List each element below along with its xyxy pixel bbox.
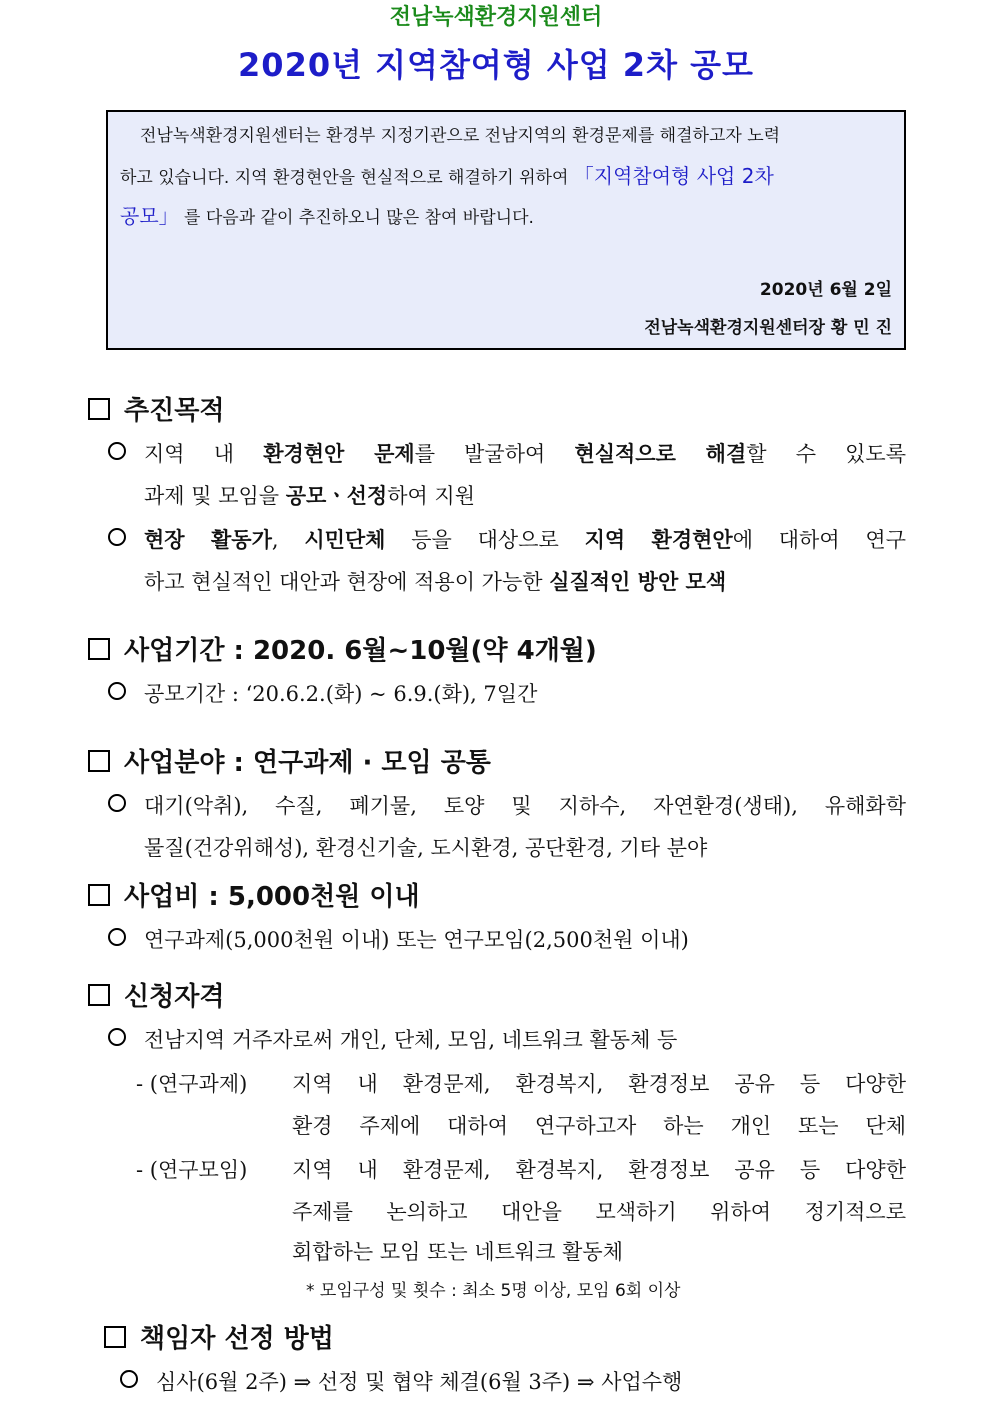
circle-bullet-icon	[120, 1370, 138, 1388]
page-title: 2020년 지역참여형 사업 2차 공모	[238, 46, 754, 84]
circle-bullet-icon	[108, 794, 126, 812]
eligibility-research-line-1: 지역 내 환경문제, 환경복지, 환경정보 공유 등 다양한	[292, 1072, 906, 1096]
field-bullet: 대기(악취), 수질, 폐기물, 토양 및 지하수, 자연환경(생태), 유해화학	[108, 792, 906, 820]
section-heading-selection: 책임자 선정 방법	[104, 1318, 334, 1355]
eligibility-group-label: - (연구모임)	[136, 1158, 248, 1182]
intro-highlight-2: 공모」	[120, 204, 179, 228]
intro-box	[106, 110, 906, 350]
eligibility-bullet: 전남지역 거주자로써 개인, 단체, 모임, 네트워크 활동체 등	[108, 1026, 677, 1054]
purpose-bullet-1-cont: 과제 및 모임을 공모ㆍ선정하여 지원	[144, 484, 476, 508]
eligibility-research-label: - (연구과제)	[136, 1072, 248, 1096]
checkbox-square-icon	[88, 884, 110, 906]
circle-bullet-icon	[108, 1028, 126, 1046]
announcement-date: 2020년 6월 2일	[759, 280, 892, 300]
section-heading-eligibility: 신청자격	[88, 976, 224, 1013]
circle-bullet-icon	[108, 682, 126, 700]
eligibility-research-line-2: 환경 주제에 대하여 연구하고자 하는 개인 또는 단체	[292, 1114, 906, 1138]
intro-line-1: 전남녹색환경지원센터는 환경부 지정기관으로 전남지역의 환경문제를 해결하고자 노력	[140, 126, 781, 146]
intro-highlight-1: 「지역참여형 사업 2차	[573, 164, 774, 188]
selection-bullet: 심사(6월 2주) ⇒ 선정 및 협약 체결(6월 3주) ⇒ 사업수행	[120, 1368, 682, 1396]
checkbox-square-icon	[88, 984, 110, 1006]
eligibility-group-line-2: 주제를 논의하고 대안을 모색하기 위하여 정기적으로	[292, 1200, 906, 1224]
eligibility-group-line-1: 지역 내 환경문제, 환경복지, 환경정보 공유 등 다양한	[292, 1158, 906, 1182]
intro-line-2: 하고 있습니다. 지역 환경현안을 현실적으로 해결하기 위하여 「지역참여형 사업 2차	[120, 164, 774, 188]
section-heading-period: 사업기간 : 2020. 6월~10월(약 4개월)	[88, 630, 597, 667]
checkbox-square-icon	[88, 398, 110, 420]
field-bullet-cont: 물질(건강위해성), 환경신기술, 도시환경, 공단환경, 기타 분야	[144, 836, 708, 860]
budget-bullet: 연구과제(5,000천원 이내) 또는 연구모임(2,500천원 이내)	[108, 926, 689, 954]
signature: 전남녹색환경지원센터장 황 민 진	[644, 318, 892, 338]
eligibility-group-line-3: 회합하는 모임 또는 네트워크 활동체	[292, 1240, 623, 1264]
eligibility-note: * 모임구성 및 횟수 : 최소 5명 이상, 모임 6회 이상	[306, 1281, 681, 1301]
checkbox-square-icon	[88, 638, 110, 660]
circle-bullet-icon	[108, 442, 126, 460]
checkbox-square-icon	[104, 1326, 126, 1348]
section-heading-budget: 사업비 : 5,000천원 이내	[88, 876, 420, 913]
section-heading-field: 사업분야 : 연구과제 · 모임 공통	[88, 742, 491, 779]
intro-line-3: 공모」 를 다음과 같이 추진하오니 많은 참여 바랍니다.	[120, 204, 534, 228]
checkbox-square-icon	[88, 750, 110, 772]
purpose-bullet-2-cont: 하고 현실적인 대안과 현장에 적용이 가능한 실질적인 방안 모색	[144, 570, 727, 594]
purpose-bullet-1: 지역 내 환경현안 문제를 발굴하여 현실적으로 해결할 수 있도록	[108, 440, 906, 468]
circle-bullet-icon	[108, 928, 126, 946]
period-bullet: 공모기간 : ‘20.6.2.(화) ~ 6.9.(화), 7일간	[108, 680, 537, 708]
circle-bullet-icon	[108, 528, 126, 546]
organization-name: 전남녹색환경지원센터	[389, 5, 603, 30]
section-heading-purpose: 추진목적	[88, 390, 224, 427]
purpose-bullet-2: 현장 활동가, 시민단체 등을 대상으로 지역 환경현안에 대하여 연구	[108, 526, 906, 554]
